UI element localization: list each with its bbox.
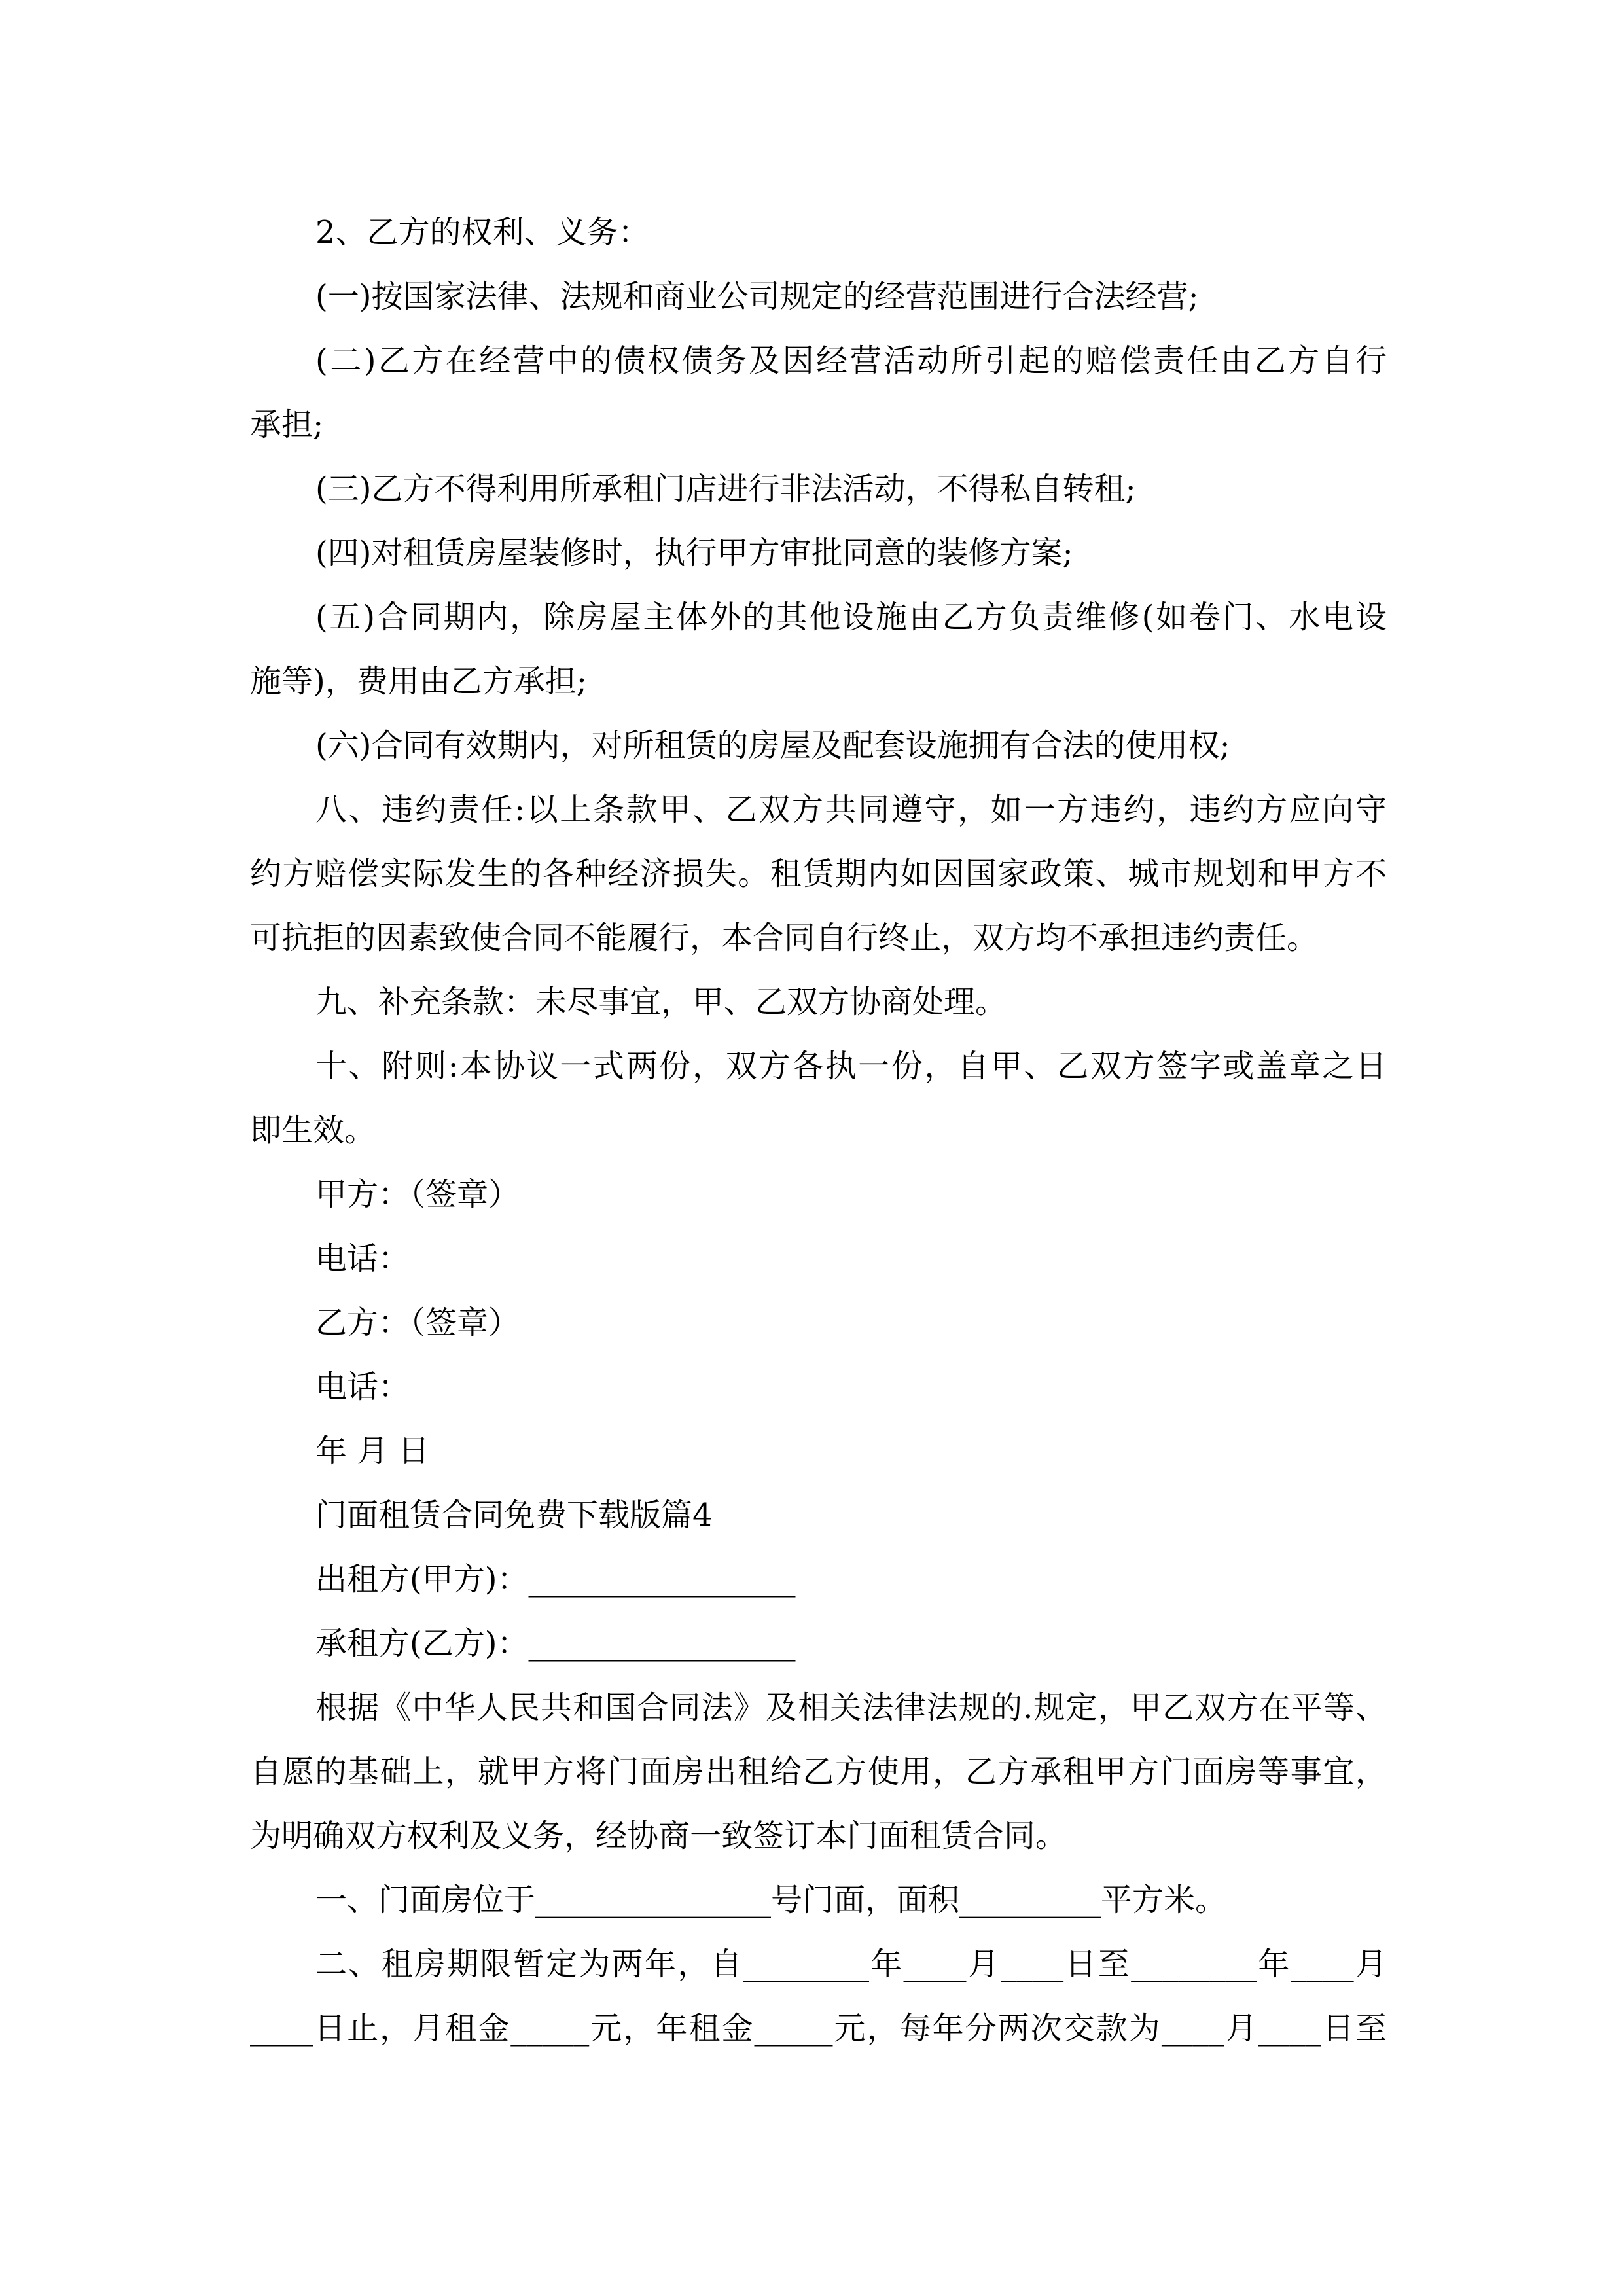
lessor-field: 出租方(甲方)：_________________ — [315, 1561, 796, 1598]
party-b-rights-item-5-line-1: (五)合同期内，除房屋主体外的其他设施由乙方负责维修(如卷门、水电设 — [315, 599, 1387, 636]
document-body — [250, 200, 1387, 2060]
breach-clause-line-3: 可抗拒的因素致使合同不能履行，本合同自行终止，双方均不承担违约责任。 — [250, 920, 1319, 956]
annex-clause-line-2: 即生效。 — [250, 1112, 376, 1149]
party-b-rights-heading: 2、乙方的权利、义务： — [315, 214, 650, 251]
contract-title: 门面租赁合同免费下载版篇4 — [315, 1497, 713, 1534]
lessee-field: 承租方(乙方)：_________________ — [315, 1625, 796, 1662]
party-a-signature: 甲方：（签章） — [315, 1176, 520, 1213]
preamble-line-1: 根据《中华人民共和国合同法》及相关法律法规的.规定，甲乙双方在平等、 — [315, 1689, 1387, 1726]
party-b-rights-item-2-line-1: (二)乙方在经营中的债权债务及因经营活动所引起的赔偿责任由乙方自行 — [315, 342, 1387, 379]
party-b-rights-item-2-line-2: 承担; — [250, 406, 324, 443]
party-b-rights-item-1: (一)按国家法律、法规和商业公司规定的经营范围进行合法经营; — [315, 278, 1199, 315]
preamble-line-3: 为明确双方权利及义务，经协商一致签订本门面租赁合同。 — [250, 1818, 1067, 1854]
supplementary-clause: 九、补充条款：未尽事宜，甲、乙双方协商处理。 — [315, 984, 1007, 1020]
party-b-rights-item-4: (四)对租赁房屋装修时，执行甲方审批同意的装修方案; — [315, 535, 1073, 571]
signing-date: 年 月 日 — [315, 1433, 430, 1469]
clause-2-term-line-1: 二、租房期限暂定为两年，自________年____月____日至________年____月 — [315, 1946, 1387, 1982]
party-b-rights-item-5-line-2: 施等)，费用由乙方承担; — [250, 663, 587, 700]
party-a-phone: 电话： — [315, 1240, 410, 1277]
breach-clause-line-2: 约方赔偿实际发生的各种经济损失。租赁期内如因国家政策、城市规划和甲方不 — [250, 855, 1387, 892]
clause-2-term-line-2: ____日止，月租金_____元，年租金_____元，每年分两次交款为____月____日至 — [250, 2010, 1387, 2047]
preamble-line-2: 自愿的基础上，就甲方将门面房出租给乙方使用，乙方承租甲方门面房等事宜， — [250, 1753, 1387, 1790]
breach-clause-line-1: 八、违约责任:以上条款甲、乙双方共同遵守，如一方违约，违约方应向守 — [315, 791, 1387, 828]
party-b-phone: 电话： — [315, 1369, 410, 1405]
clause-1-premises: 一、门面房位于_______________号门面，面积_________平方米。 — [315, 1882, 1227, 1918]
party-b-rights-item-3: (三)乙方不得利用所承租门店进行非法活动，不得私自转租; — [315, 471, 1136, 507]
annex-clause-line-1: 十、附则:本协议一式两份，双方各执一份，自甲、乙双方签字或盖章之日 — [315, 1048, 1387, 1085]
party-b-rights-item-6: (六)合同有效期内，对所租赁的房屋及配套设施拥有合法的使用权; — [315, 727, 1230, 764]
party-b-signature: 乙方：（签章） — [315, 1304, 520, 1341]
